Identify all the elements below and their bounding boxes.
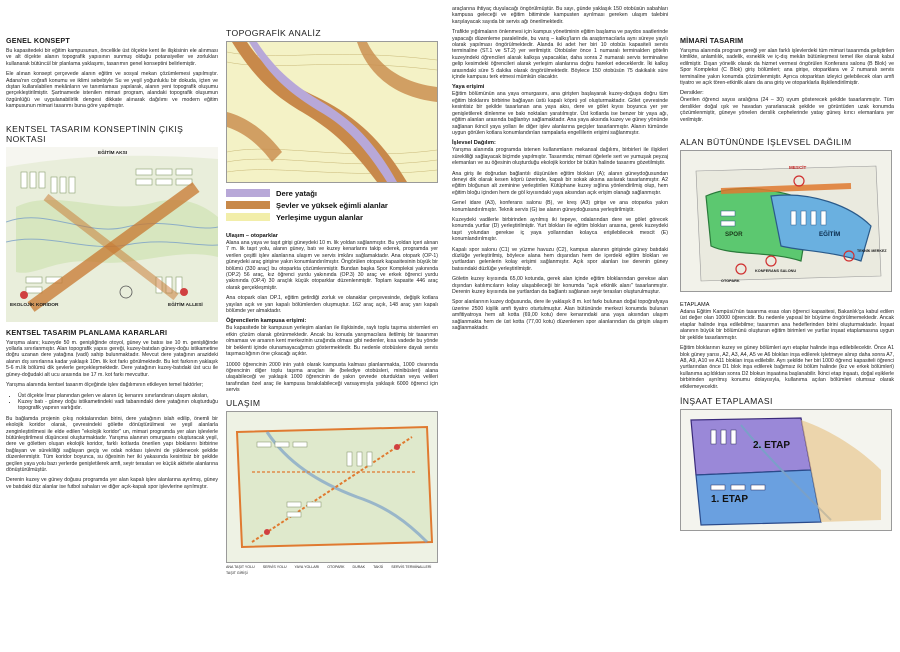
map-label-otopark: OTOPARK (721, 279, 740, 284)
topografik-analiz-heading: TOPOGRAFİK ANALİZ (226, 28, 321, 38)
legend-label: ANA TAŞIT YOLU (226, 564, 255, 569)
legend-item-dere (226, 187, 438, 199)
planlama-bullets (6, 393, 218, 412)
ulasim-legend (226, 565, 438, 575)
genel-konsept-paragraph-2: Ele alınan konsept çerçevede alanın eğitim ve sosyal mekan çözümlemesi yapılmıştır. Adana'nın coğrafi konumu ve iklimi sebebiyle Su ve yeşil yoğunluklu bir dokuda, içten ve dıştan kullanılabilen mekânların ve tanımlaması yapılarak, alanın yeni topografik oluşumu gerçekleştirilmiştir. Şartnamede istenilen mimari program, alandaki topografik oluşumun özgünlüğü ve uygulanabilirlik dengesi dikkate alınarak dağılımı ve modern eğitim kampusunun mimari tasarımı buna göre yapılmıştır. (6, 71, 218, 110)
legend-item-yerlesim (226, 211, 438, 223)
legend-label: Dere yatağı (276, 188, 317, 198)
ulasim-paragraph-2: Ana otopark olan OP.1, eğitim getirdiği zorluk ve olanaklar çerçevesinde, değişik kotlara yayılan açık ve yarı kapalı bölümlerden oluşmuştur. 162 araç açık, 148 araç yarı kapalı bölümde yer almaktadır. (226, 295, 438, 315)
planlama-paragraph-2: Yarışma alanında kentsel tasarım ölçeğinde işlev dağılımının etkileyen temel faktörler; (6, 382, 204, 389)
map-label-1-etap: 1. ETAP (711, 493, 749, 505)
genel-konsept-paragraph-1: Bu kapasitedeki bir eğitim kampusunun, öncelikle üst ölçekte kent ile ilişkisinin ele alınması ve alt ölçekte alanın topografik yapısının sunmuş olduğu potansiyeller ve zorlukları kullanarak bütüncül bir planlama yaklaşımı, tasarımın genel konseptini belirlemiştir. (6, 48, 218, 67)
list-item: • Kuzey batı - güney doğu istikametindeki vadi tabanındaki dere yatağının oluşturduğu topografik yapının varlığıdır. (18, 399, 218, 412)
yaya-paragraph: Eğitim bölümünün ana yaya omurgasını, ana girişten başlayarak kuzey-doğuya doğru tüm eğitim bloklarını birbirine bağlayan üstü kapalı köprü yol oluşturmaktadır. Gölet çevresinde kesintisiz bir şekilde tasarlanan ana yaya aksı, dere ve gölet kıyısı boyunca yer yer genişletilerek dinlenme ve bakı noktaları yaratılmıştır. Üst kotlarda ise benzer bir yaya ağı, eğitim alanları arasında bağlantıyı sağlamaktadır. Ana yaya aksında kuzey ve güney yönünde sağlanan ikincil yaya yolları ile diğer işlev alanlarına geçişler tasarlanmıştır. Alanın tümünde uygun görülen kotlara konumlandırılan rampalarla engellilerin erişimi sağlanmıştır. (452, 91, 668, 136)
legend-item-sevler (226, 199, 438, 211)
islevsel-paragraph-4: Kuzeydeki vadilerle birbirinden ayrılmış iki tepeye, odalarından dere ve gölet görecek konumda yurtlar (D) yerleştirilmiştir. Yurt blokları ile eğitim blokları arasına, gerek kuzeydeki taşıt yolundan gerekse iç yaya yollarından kolayca erişilebilecek mescit (E) konumlandırılmıştır. (452, 216, 668, 243)
etaplama-subheading: ETAPLAMA (680, 302, 710, 309)
mimari-paragraph-1: Yarışma alanında program gereği yer alan farklı işlevlerdeki tüm mimari tasarımda geliştirilen kimlikte, anlamlılık, sadelik, esneklik ve iç-dış mekân bütünleşmesi temel ilke olarak kabul edilmiştir. Dışarı yönelik olarak da hizmet vermesi öngörülen Konferans salonu (B Blok) ve Spor Kompleksi (C Blok) giriş bölümleri; ana girişe, otoparklara ve 2 numaralı servis terminaline yakın konumda çözümlenmiştir. Ayrıca otoparktan izleyici gelebilecek olan amfi tiyatro ve açık tören-etkinlik alanı da ana giriş ve otoparklarla ilişkilendirilmiştir. (680, 48, 894, 87)
derslikler-subheading: Dersikler: (680, 90, 704, 97)
islevsel-paragraph-5: Kapalı spor salonu (C1) ve yüzme havuzu (C2), kampus alanının girişinde güney batıdaki düzlüğe yerleştirilmiş, böylece alana hem dışarıdan hem de içerdeki eğitim blokları ve yurtlardan gelenlerin kolay erişimi sağlanmıştır. Açık spor alanları ise derenin güney batısındaki düzlüğe yerleştirilmiştir. (452, 246, 668, 272)
islevsel-paragraph-2: Ana giriş ile doğrudan bağlantılı düşünülen eğitim blokları (A); alanın güneydoğusundan deneyi dik olarak kesen köprü üzerinde, kapalı bir sokak aksına asılarak tasarlanmıştır. A2 eğitim bloğunun alt zeminine yerleştirilen Kütüphane kuzey sığlına yönlendirilmiş olup, hem eğitim bloğu içinden hem de göl kıyısındaki yaya aksından açık erişim olanağı sağlanmıştır. (452, 170, 668, 196)
insaat-etaplamasi-map (680, 409, 892, 531)
topo-legend (226, 187, 438, 223)
kentsel-konsept-map-wrap (6, 147, 218, 322)
ogrenci-erisim-subheading: Öğrencilerin kampusa erişimi: (226, 318, 307, 325)
column-2 (226, 28, 438, 652)
kentsel-konsept-map (6, 147, 218, 322)
kentsel-konsept-heading: KENTSEL TASARIM KONSEPTİNİN ÇIKIŞ NOKTASI (6, 123, 184, 144)
map-label-egitim: EĞİTİM (819, 231, 841, 239)
islevsel-paragraph-6: Göletin kuzey kıyısında 65,00 kotunda, gerek alan içinde eğitim bloklarından gerekse alan dışından katılımcıların kolay ulaşabileceği bir konumda "açık etkinlik alanı" tasarlanmıştır. Derenin kuzey kıyısında ise yurtlardan da bağlantı sağlanan seyir terasları oluşturulmuştur. (452, 276, 668, 296)
servis-paragraph-1: araçlarına ihtiyaç duyulacağı öngörülmüştür. Bu sayı, günde yaklaşık 150 otobüsün sabahları kampusa geleceği ve eğitim bitiminde kampusten ayrılması gereken ulaşım talebini karşılayacak sayıda bir servis ağı önerilmektedir. (452, 6, 668, 25)
legend-swatch (226, 201, 270, 209)
column-4 (680, 36, 894, 652)
legend-label: Şevler ve yüksek eğimli alanlar (276, 200, 388, 210)
ulasim-heading: ULAŞIM (226, 397, 261, 408)
column-1 (6, 36, 218, 652)
islevsel-paragraph-1: Yarışma alanında programda istenen kullanımların mekansal dağılımı, birbirleri ile ilişkileri sürekliliği sağlayacak biçimde yapılmıştır. Tasarımda; mimari öğelerle sert ve yumuşak peyzaj elemanları ve su öğesinin oluşturduğu ekolojik koridor bir bütün halinde tasarımı gözetilmiştir. (452, 147, 668, 167)
islevsel-paragraph-3: Genel idare (A3), konferans salonu (B), ve kreş (A3) girişe ve ana otoparka yakın konumlandırılmıştır. Teknik servis (G) ise alanın güneydoğusuna yerleştirilmiştir. (452, 200, 668, 213)
ulasim-map (226, 411, 438, 563)
etaplama-paragraph-2: Eğitim bloklarının kuzey ve güney bölümleri ayrı etaplar halinde inşa edilebilecektir. Önce A1 blok güney yarısı, A2, A3, A4, A5 ve A6 blokları inşa edilerek işletmeye alınıp daha sonra A7, A8, A9, A10 ve A11 blokları inşa edilebilir. Ayrı şekilde her biri 1000 öğrenci kapasiteli öğrenci yurtlarından önce D1 blok inşa edilerek bağımsız iki bölüm halinde (kız ve erkek bölümleri) kullanıma açıldıktan sonra D2 blokun inşaatına başlanabilir. İkinci etap inşaatı, doğal eşiklerle birbirinden ayrılmış konumu dolayısıyla, kullanıma açılan bölümleri olumsuz olarak etkilemeyecektir. (680, 345, 894, 390)
planlama-paragraph-4: Derenin kuzey ve güney doğusu programda yer alan kapalı işlev alanlarına ayrılmış, güney ve batıdaki düz alanlar ise futbol sahaları ve diğer açık-kapalı spor işlevlerine ayrılmıştır. (6, 477, 218, 490)
legend-label: SERVİS YOLU (262, 564, 287, 569)
islevsel-dagilim-map (680, 150, 892, 292)
planlama-paragraph-1: Yarışma alanı; kuzeyde 50 m. genişliğinde otoyol, güney ve batısı ise 10 m. genişliğinde yollarla sınırlanmıştır. Alan topografik yapısı gereği, kuzey-batıdan güney-doğu istikametine doğru uzanan dere yatağına (vadi) sahip bulunmaktadır. Mevcut dere yatağının arazideki alanın dış sınırlarına kadar yaklaşık 10m. lik kot farkı görülmektedir. Bu kot farkının yaklaşık 5-6 m.lik bölümü dik şevlerle gerçekleşmektedir. Dere yatağının kuzey-batıdaki üst ucu ile güney-doğudaki alt ucu arasında ise 17 m. kot farkı mevcuttur. (6, 339, 218, 378)
map-label-spor: SPOR (725, 231, 743, 239)
map-label-konferans: KONFERANS SALONU (755, 269, 797, 274)
map-label-egitim-allesi: EĞİTİM ALLESİ (168, 302, 203, 308)
map-label-teknik: TEKNİK MERKEZ (857, 249, 887, 254)
legend-label: TAŞIT GİRİŞİ (226, 570, 248, 575)
legend-label: Yerleşime uygun alanlar (276, 212, 363, 222)
derslikler-paragraph: Önerilen öğrenci sayısı aralığına (24 – 30) uyum gösterecek şekilde tasarlanmıştır. Tüm derslikler doğal ışık ve havadan yararlanacak şekilde ve görüntüden uzak konumda çözümlenmiştir, güneye yönelen derslik cephelerinde yatay güneş kırıcı elemanlara yer verilmiştir. (680, 97, 894, 123)
ulasim-paragraph-1: Alana ana yaya ve taşıt girişi güneydeki 10 m. lik yoldan sağlanmıştır. Bu yoldan içeri alınan 7 m. lik taşıt yolu, alanın güney, batı ve kuzey kenarlarını takip ederek, programda yer verilen çeşitli işlev alanlarına ulaşım ve servis imkânı sağlamaktadır. Ana otopark (OP-1) güneydeki araç girişine yakın konumlandırılmıştır. Öngörülen otopark kapasitesinin büyük bir bölümü (330 araç) bu otoparkta çözümlenmiştir. Bundan başka Spor Kompleksi yakınında (OP.2) 56 araç, kız öğrenci yurdu yakınında (OP.3) 30 araç ve erkek öğrenci yurdu yakınında (OP.4) 30 araçlık küçük otoparklar düzenlenmiştir. Toplam kapasite 446 araç olarak gerçekleşmiştir. (226, 240, 438, 291)
ogrenci-paragraph-2: 10000 öğrencinin 2000 inin yatılı olarak kampusta kalması planlanmakta, 1000 civarında öğrencinin diğer toplu taşıma araçları ile (belediye otobüsleri, minibüsleri) alana ulaşabileceği ve yaklaşık 1000 öğrencinin de yakın çevrede oturduktan veya velileri tarafından özel araç ile kampusa bırakılabileceği varsayımıyla yaklaşık 6000 öğrenci için servis (226, 361, 438, 394)
topografik-analiz-map (226, 41, 438, 183)
ulasim-map-svg (227, 412, 437, 562)
map-label-egitim-aksi: EĞİTİM AKSI (98, 150, 128, 156)
etaplama-paragraph-1: Adana Eğitim Kampüsü'nün tasarıma esas olan öğrenci kapasitesi, Bakanlık'ça kabul edilen üst değer olan 10000 öğrencidir. Bu nedenle yapısal bir büyüme öngörülmemektedir. Ancak etaplar halinde inşa edilebilme; tasarımın ana hedeflerinden birini oluşturmaktadır. İnşaat alanının büyük bir bölümünü oluşturan eğitim birimleri ve yurtlar inşaat etaplamasına uygun bir şekilde tasarlanmıştır. (680, 309, 894, 341)
insaat-etaplamasi-svg (681, 410, 891, 530)
islevsel-paragraph-7: Spor alanlarının kuzey doğusunda, dere ile yaklaşık 8 m. kot farkı bulunan doğal topoğrafyaya üzerine 2500 kişilik amfi tiyatro oturtulmuştur. Alan bütününde merkezi konumda bulunan amfitiyatroya hem alt kotta (69,00 kotu) dere kenarındaki ana yaya aksından ulaşım sağlanmakta hem de üst kotta (77,00 kotu) düzenlenen spor alanlarından da girişin ulaşım sağlanmaktadır. (452, 299, 668, 332)
ogrenci-paragraph-1: Bu kapasitede bir kampusun yerleşim alanları ile ilişkisinde, raylı toplu taşıma sistemleri en etkin çözüm olarak görünmektedir. Ancak bu konuda yarışmacılara iletilmiş bir tasarımın olmaması ve arsanın kent merkezinin uzağında olması gibi nedenler, kısa vadede bu yönde bir beklenti içinde olunamayacağımızı göstermektedir. Bu nedenle otobüslere dayalı servis taşımacılığının öne çıkacağı açıktır. (226, 325, 438, 358)
planlama-heading: KENTSEL TASARIM PLANLAMA KARARLARI (6, 327, 168, 337)
legend-swatch (226, 213, 270, 221)
map-label-ekolojik-koridor: EKOLOJİK KORİDOR (10, 302, 59, 308)
map-label-2-etap: 2. ETAP (753, 439, 791, 451)
topografik-map-svg (227, 42, 437, 182)
islevsel-subheading: İşlevsel Dağılım: (452, 140, 496, 147)
genel-konsept-heading: GENEL KONSEPT (6, 36, 70, 45)
servis-paragraph-2: Trafikte yığılmaların önlenmesi için kampus yönetiminin eğitim başlama ve paydos saatlerinde yapacağı düzenleme paralelinde, bu varış – kalkış'ların da araştırmacılarla aynı süreye yayılı olarak yapılması öngörülmektedir. Alanda iki adet her biri 10 otobüs kapasiteli servis terminaline (ST.1 ve ST.2) yer verilmiştir. Otobüsler önce 1 numaralı terminalden götelin kuzeyindeki öğrencileri alarak kalkışa yapacaklar, daha sonra 2 numaralı servis terminaline gelip kesimdeki öğrencileri alarak yerleşim alanlarına doğru hareket edeceklerdir. İki kalkış arasındaki süre 5 dakika olarak öngörülmektedir. Böylece 150 otobüsün 75 dakikalık süre içinde kampusu terk etmesi mümkün olacaktır. (452, 29, 668, 81)
legend-label: OTOPARK (327, 564, 345, 569)
ulasim-subheading: Ulaşım – otoparklar (226, 233, 278, 239)
legend-label: DURAK (352, 564, 366, 569)
map-label-mescit: MESCİT (789, 165, 807, 171)
legend-label: TAKSİ (373, 564, 384, 569)
legend-label: YAYA YOLLARI (294, 564, 320, 569)
legend-swatch (226, 189, 270, 197)
planlama-paragraph-3: Bu bağlamda projenin çıkış noktalarından birini, dere yatağının islah edilip, önemli bir ekolojik koridor olarak, çevresindeki gölette dönüştürülmesi ve yeşil alanlarla zenginleştirilmesi ile elde edilen "ekolojik koridor" un, mimari programda yer alan işlevlerle bütünleştirilmesi düşüncesi oluşturmaktadır. Yarışma alanının omurgasını oluşturacak yeşil, dere ve göletten oluşan ekolojik koridor, farklı kotlarda önerilen yapı bloklarını birbirine bağlayan ve sürekliliği sağlayan geçiş ve odak noktası işlevini de yüklenecek şekilde düzenlenmiştir. Tüm koridor boyunca, su öğesinin her iki yakasında kesintisiz bir şekilde geçilen yaya yolu bazı yerlerde genişletilerek amfi, seyir terasları ve küçük aktivite alanlarına dönüştürülmüştür. (6, 415, 218, 473)
insaat-etaplamasi-heading: İNŞAAT ETAPLAMASI (680, 395, 773, 406)
yaya-subheading: Yaya erişimi (452, 84, 485, 91)
legend-label: SERVİS TERMİNALLERİ (391, 564, 432, 569)
column-3 (452, 6, 668, 652)
list-item: • Üst ölçekte İmar planından gelen ve alanın üç kenarını sınırlandıran ulaşım aksları, (18, 393, 218, 399)
mimari-tasarim-heading: MİMARİ TASARIM (680, 36, 744, 45)
alan-butunu-heading: ALAN BÜTÜNÜNDE İŞLEVSEL DAĞILIM (680, 137, 852, 148)
